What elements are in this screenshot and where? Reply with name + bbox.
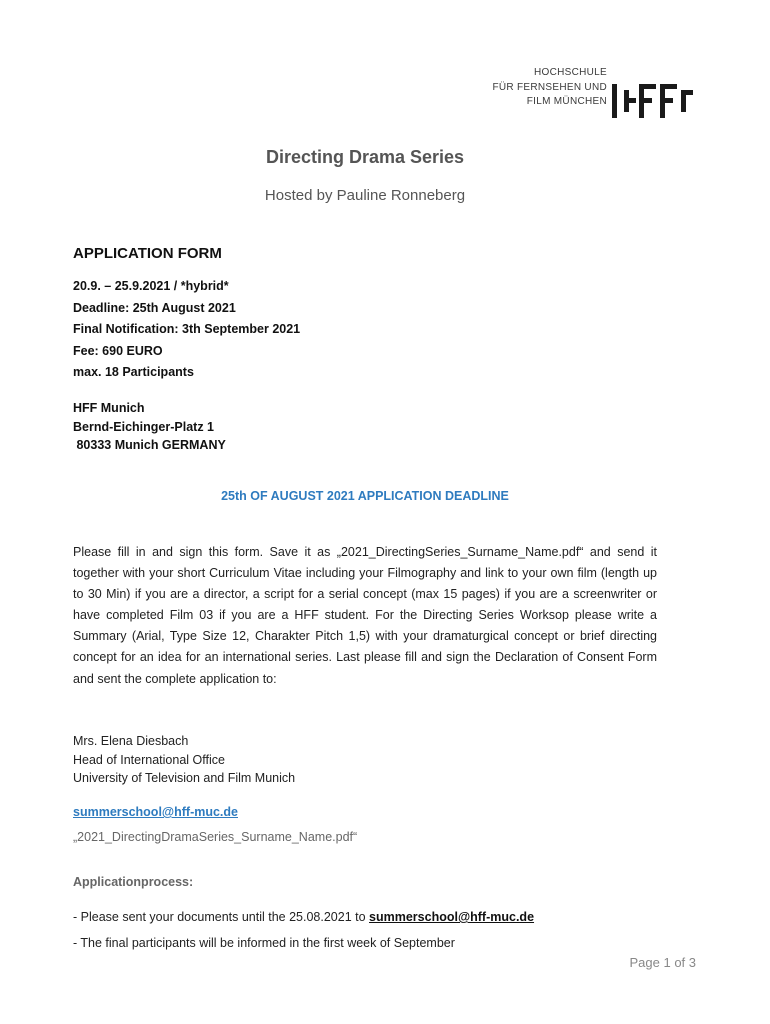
process-step-1: [73, 910, 534, 924]
logo-line-2: FÜR FERNSEHEN UND: [492, 81, 607, 93]
course-fee: Fee: 690 EURO: [73, 343, 163, 358]
contact-block: [73, 732, 295, 788]
logo-text: [470, 66, 607, 110]
course-dates: 20.9. – 25.9.2021 / *hybrid*: [73, 279, 229, 293]
postal-address: [73, 399, 226, 455]
process-step-1-text: - Please sent your documents until the 25.08.2021 to: [73, 910, 370, 924]
hff-logo-icon: [612, 84, 698, 118]
process-step-2: - The final participants will be informed in the first week of September: [73, 936, 455, 950]
document-title: Directing Drama Series: [265, 147, 465, 167]
logo-line-1: HOCHSCHULE: [533, 67, 607, 78]
logo-line-3: FILM MÜNCHEN: [526, 96, 607, 107]
instructions-paragraph: Please fill in and sign this form. Save it as „2021_DirectingSeries_Surname_Name.pdf“ and send it together with your short Curriculum Vitae including your Filmography and link to your own film (length up to 30 Min) if you are a director, a script for a serial concept (max 15 pages) if you are a screenwriter or have completed Film 03 if you are a HFF student. For the Directing Series Worksop please write a Summary (Arial, Type Size 12, Charakter Pitch 1,5) with your dramaturgical concept or brief directing concept for an idea for an international series. Last please fill and sign the Declaration of Consent Form and sent the complete application to:: [73, 545, 657, 686]
contact-role: Head of International Office: [73, 752, 225, 767]
filename-text: „2021_DirectingDramaSeries_Surname_Name.pdf“: [73, 830, 358, 844]
address-city: 80333 Munich GERMANY: [73, 438, 226, 452]
course-notification: Final Notification: 3th September 2021: [73, 322, 301, 336]
address-street: Bernd-Eichinger-Platz 1: [73, 419, 214, 434]
address-name: HFF Munich: [73, 401, 145, 415]
page-number: Page 1 of 3: [629, 955, 696, 970]
course-details: [73, 276, 300, 384]
document-subtitle: Hosted by Pauline Ronneberg: [264, 187, 466, 204]
contact-name: Mrs. Elena Diesbach: [73, 734, 189, 748]
course-deadline: Deadline: 25th August 2021: [73, 300, 236, 315]
deadline-banner: 25th OF AUGUST 2021 APPLICATION DEADLINE: [221, 489, 509, 503]
process-heading: Applicationprocess:: [73, 875, 194, 889]
process-email-link[interactable]: summerschool@hff-muc.de: [369, 910, 535, 924]
contact-institution: University of Television and Film Munich: [73, 771, 296, 785]
course-participants: max. 18 Participants: [73, 365, 194, 379]
email-link[interactable]: summerschool@hff-muc.de: [73, 805, 238, 819]
form-heading: APPLICATION FORM: [73, 245, 222, 262]
